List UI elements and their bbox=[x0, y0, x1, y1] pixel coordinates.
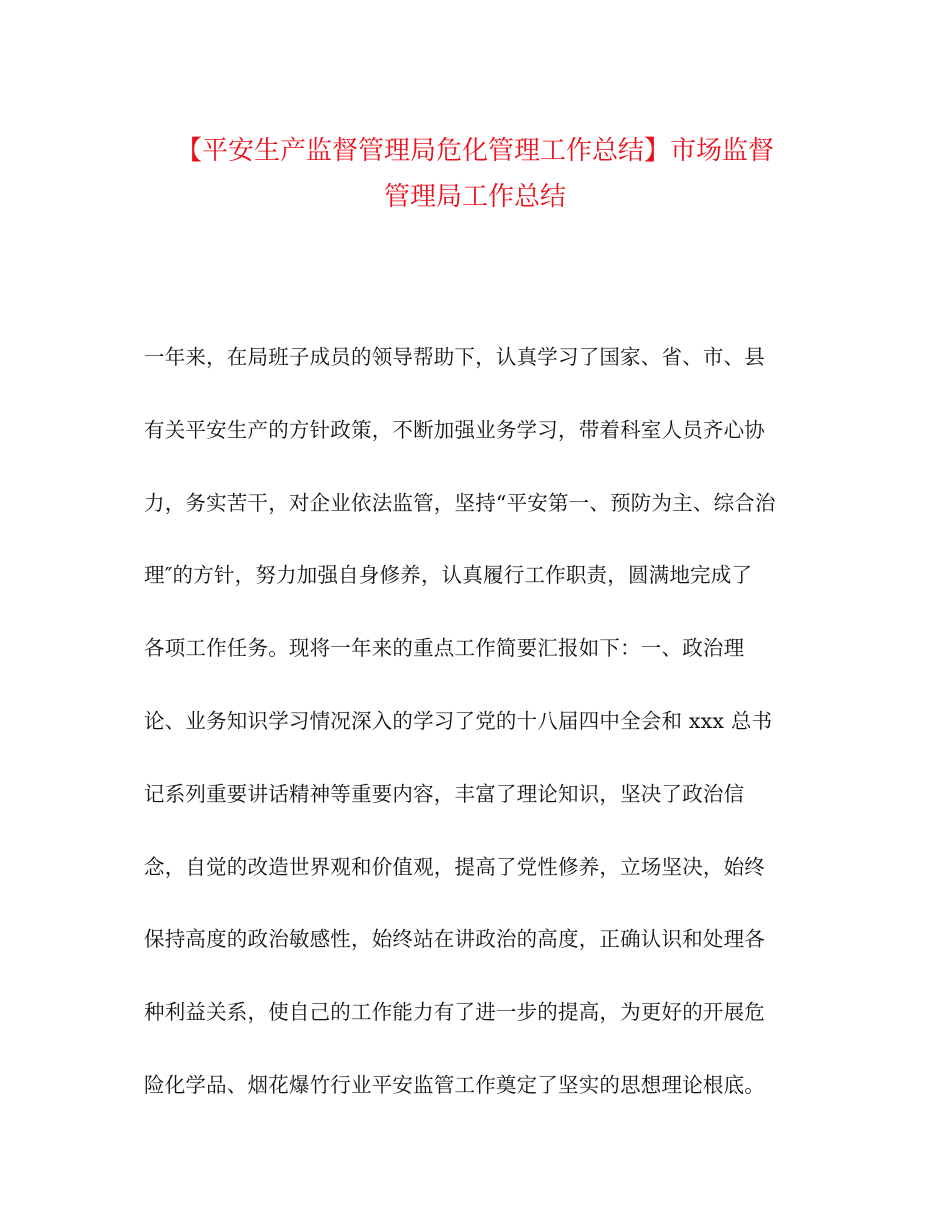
body-line: 各项工作任务。现将一年来的重点工作简要汇报如下：一、政治理 bbox=[144, 636, 745, 661]
body-line: 保持高度的政治敏感性，始终站在讲政治的高度，正确认识和处理各 bbox=[144, 927, 765, 952]
body-line: 理″的方针，努力加强自身修养，认真履行工作职责，圆满地完成了 bbox=[144, 563, 753, 588]
body-line: 力，务实苦干，对企业依法监管，坚持“平安第一、预防为主、综合治 bbox=[144, 490, 776, 515]
document-body bbox=[144, 335, 824, 1136]
body-line: 论、业务知识学习情况深入的学习了党的十八届四中全会和 xxx 总书 bbox=[144, 708, 773, 733]
body-line: 记系列重要讲话精神等重要内容，丰富了理论知识，坚决了政治信 bbox=[144, 781, 745, 806]
body-line: 种利益关系，使自己的工作能力有了进一步的提高，为更好的开展危 bbox=[144, 1000, 765, 1025]
body-line: 念，自觉的改造世界观和价值观，提高了党性修养，立场坚决，始终 bbox=[144, 854, 765, 879]
body-line: 险化学品、烟花爆竹行业平安监管工作奠定了坚实的思想理论根底。 bbox=[144, 1072, 765, 1097]
body-line: 有关平安生产的方针政策，不断加强业务学习，带着科室人员齐心协 bbox=[144, 417, 765, 442]
document-title bbox=[120, 128, 830, 220]
title-line: 【平安生产监督管理局危化管理工作总结】市场监督 bbox=[175, 136, 774, 166]
title-line: 管理局工作总结 bbox=[383, 182, 566, 212]
body-line: 一年来，在局班子成员的领导帮助下，认真学习了国家、省、市、县 bbox=[144, 345, 765, 369]
